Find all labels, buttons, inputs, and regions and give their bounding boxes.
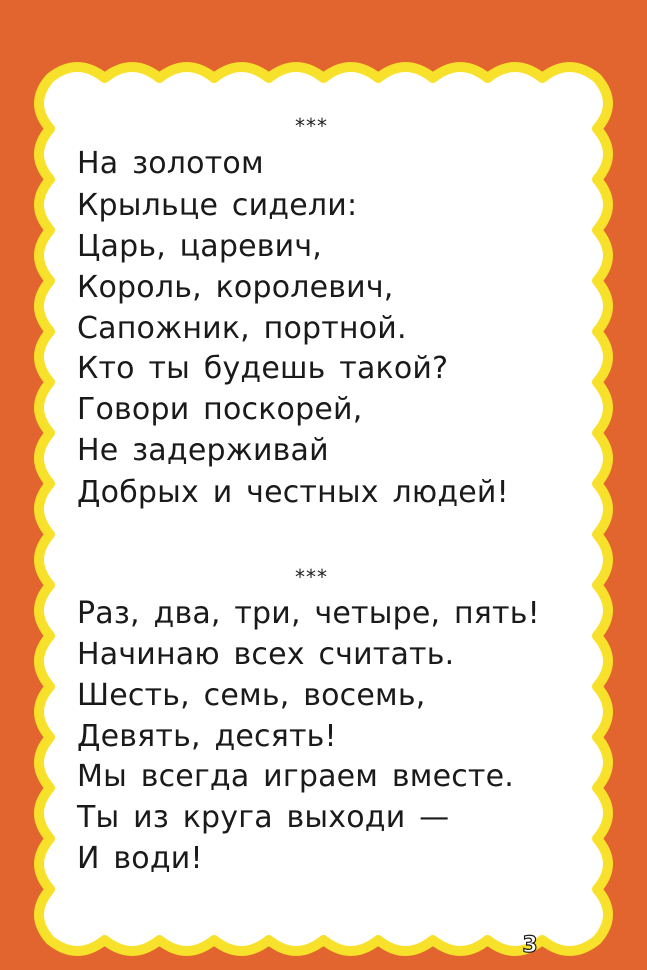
poem-line: Не задерживай [77,433,329,468]
poem-line: Раз, два, три, четыре, пять! [77,596,540,631]
poem-line: Говори поскорей, [77,392,363,427]
poem-line: На золотом [77,146,264,181]
poem-line: Девять, десять! [77,719,337,754]
poem-line: Начинаю всех считать. [77,637,455,672]
poem-line: Шесть, семь, восемь, [77,678,426,713]
poem-line: Мы всегда играем вместе. [77,759,515,794]
poem-line: Добрых и честных людей! [77,475,509,510]
poem-line: Сапожник, портной. [77,311,407,346]
poem-separator: *** [295,565,328,589]
poem-line: Царь, царевич, [77,229,323,264]
poem-line: Король, королевич, [77,270,394,305]
poem-line: Кто ты будешь такой? [77,351,449,386]
page-number: 3 [522,933,538,958]
poem-line: Крыльце сидели: [77,188,358,223]
poem-separator: *** [295,114,328,138]
poem-line: Ты из круга выходи — [77,800,450,835]
poem-line: И води! [77,841,203,876]
